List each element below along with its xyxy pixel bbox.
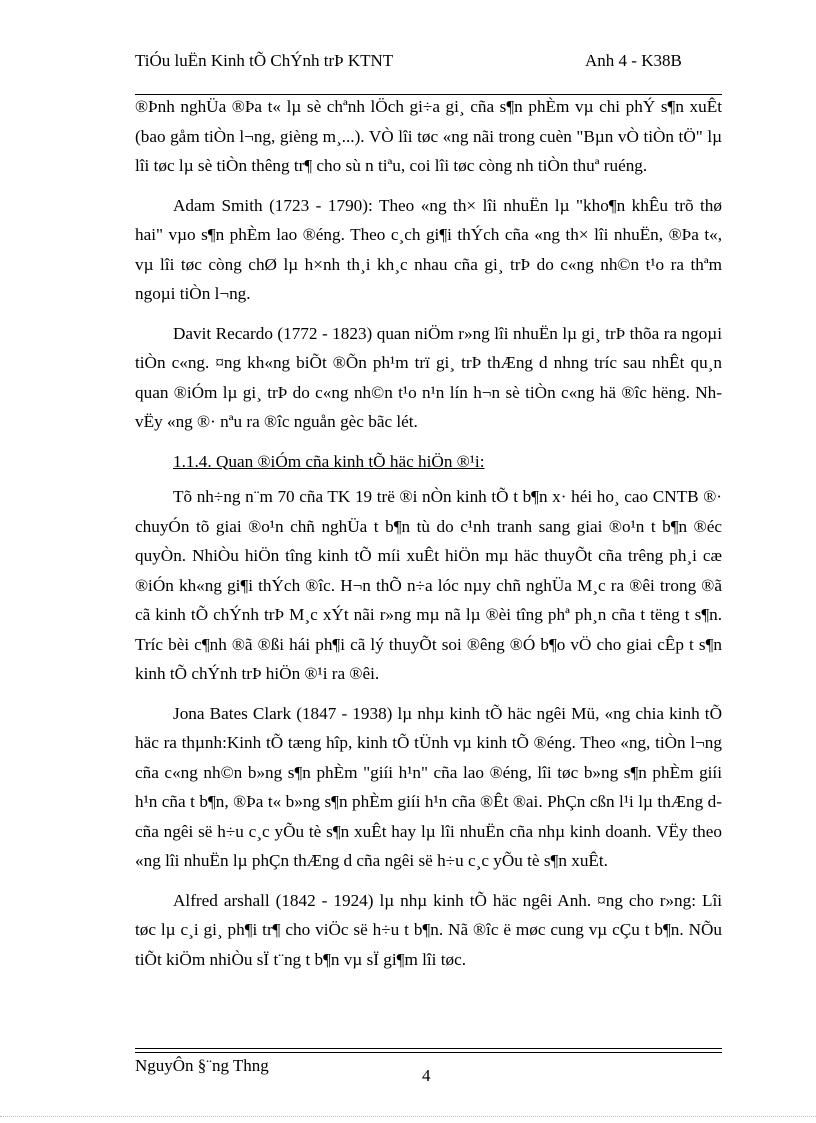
header-document-title: TiÓu luËn Kinh tÕ ChÝnh trÞ KTNT — [135, 51, 394, 70]
page-number: 4 — [422, 1066, 431, 1085]
footer-rule-top — [135, 1048, 722, 1049]
header-class-label: Anh 4 - K38B — [585, 51, 682, 70]
paragraph-continued: ®Þnh nghÜa ®Þa t« lµ sè chªnh lÖch gi÷a gi¸ cña s¶n phÈm vµ chi phÝ s¶n xuÊt (bao gåm tiÒn l¬ng, gièng m¸...). VÒ lîi tøc «ng nãi trong cuèn "Bµn vÒ tiÒn tÖ" lµ lîi tøc lµ sè tiÒn thêng tr¶ cho sù n tiªu, coi lîi tøc còng nh tiÒn thuª ruéng. — [135, 97, 722, 175]
paragraph-marshall: Alfred arshall (1842 - 1924) lµ nhµ kinh tÕ häc ngêi Anh. ¤ng cho r»ng: Lîi tøc lµ c¸i gi¸ ph¶i tr¶ cho viÖc së h÷u t b¶n. Nã ®îc ë møc cung vµ cÇu t b¶n. NÕu tiÕt kiÖm nhiÒu sÏ t¨ng t b¶n vµ sÏ gi¶m lîi tøc. — [135, 890, 722, 969]
paragraph-modern-economics: Tõ nh÷ng n¨m 70 cña TK 19 trë ®i nÒn kinh tÕ t b¶n x· héi ho¸ cao CNTB ®· chuyÓn tõ giai ®o¹n chñ nghÜa t b¶n tù do c¹nh tranh sang giai ®o¹n t b¶n ®éc quyÒn. NhiÒu hiÖn tîng kinh tÕ míi xuÊt hiÖn mµ häc thuyÕt cña trêng ph¸i cæ ®iÓn kh«ng gi¶i thÝch ®îc. H¬n thÕ n÷a lóc nµy chñ nghÜa M¸c ra ®êi trong ®ã cã kinh tÕ chÝnh trÞ M¸c xÝt nãi r»ng mµ nã lµ ®èi tîng phª ph¸n cña t tëng t s¶n. Tríc bèi c¶nh ®ã ®ßi hái ph¶i cã lý thuyÕt soi ®êng ®Ó b¶o vÖ cho giai cÊp t s¶n kinh tÕ chÝnh trÞ hiÖn ®¹i ra ®êi. — [135, 487, 722, 683]
page-body — [135, 92, 722, 984]
paragraph-adam-smith: Adam Smith (1723 - 1790): Theo «ng th× lîi nhuËn lµ "kho¶n khÊu trõ thø hai" vµo s¶n phÈm lao ®éng. Theo c¸ch gi¶i thÝch cña «ng th× lîi nhuËn, ®Þa t«, vµ lîi tøc còng chØ lµ h×nh th¸i kh¸c nhau cña gi¸ trÞ do c«ng nh©n t¹o ra thªm ngoµi tiÒn l¬ng. — [135, 195, 722, 303]
paragraph-clark: Jona Bates Clark (1847 - 1938) lµ nhµ kinh tÕ häc ngêi Mü, «ng chia kinh tÕ häc ra thµnh:Kinh tÕ tæng hîp, kinh tÕ tÜnh vµ kinh tÕ ®éng. Theo «ng, tiÒn l¬ng cña c«ng nh©n b»ng s¶n phÈm "giíi h¹n" cña lao ®éng, lîi tøc b»ng s¶n phÈm giíi h¹n cña t b¶n, ®Þa t« b»ng s¶n phÈm giíi h¹n cña ®Êt ®ai. PhÇn cßn l¹i lµ thÆng d cña ngêi së h÷u c¸c yÕu tè s¶n xuÊt hay lµ lîi nhuËn cña nhµ kinh doanh. VËy theo «ng lîi nhuËn lµ phÇn thÆng d cña ngêi së h÷u c¸c yÕu tè s¶n xuÊt. — [135, 703, 722, 870]
paragraph-ricardo: Davit Recardo (1772 - 1823) quan niÖm r»ng lîi nhuËn lµ gi¸ trÞ thõa ra ngoµi tiÒn c«ng. ¤ng kh«ng biÕt ®Õn ph¹m trï gi¸ trÞ thÆng d nhng tríc sau nhÊt qu¸n quan ®iÓm lµ gi¸ trÞ do c«ng nh©n t¹o n¹n lín h¬n sè tiÒn c«ng hä ®îc hëng. Nh vËy «ng ®· nªu ra ®îc nguån gèc bãc lét. — [135, 323, 722, 431]
footer-rule-bottom — [135, 1052, 722, 1053]
section-heading: 1.1.4. Quan ®iÓm cña kinh tÕ häc hiÖn ®¹i: — [173, 451, 485, 471]
page-bottom-border — [0, 1116, 816, 1117]
footer-author: NguyÔn §¨ng Thng — [135, 1056, 269, 1075]
